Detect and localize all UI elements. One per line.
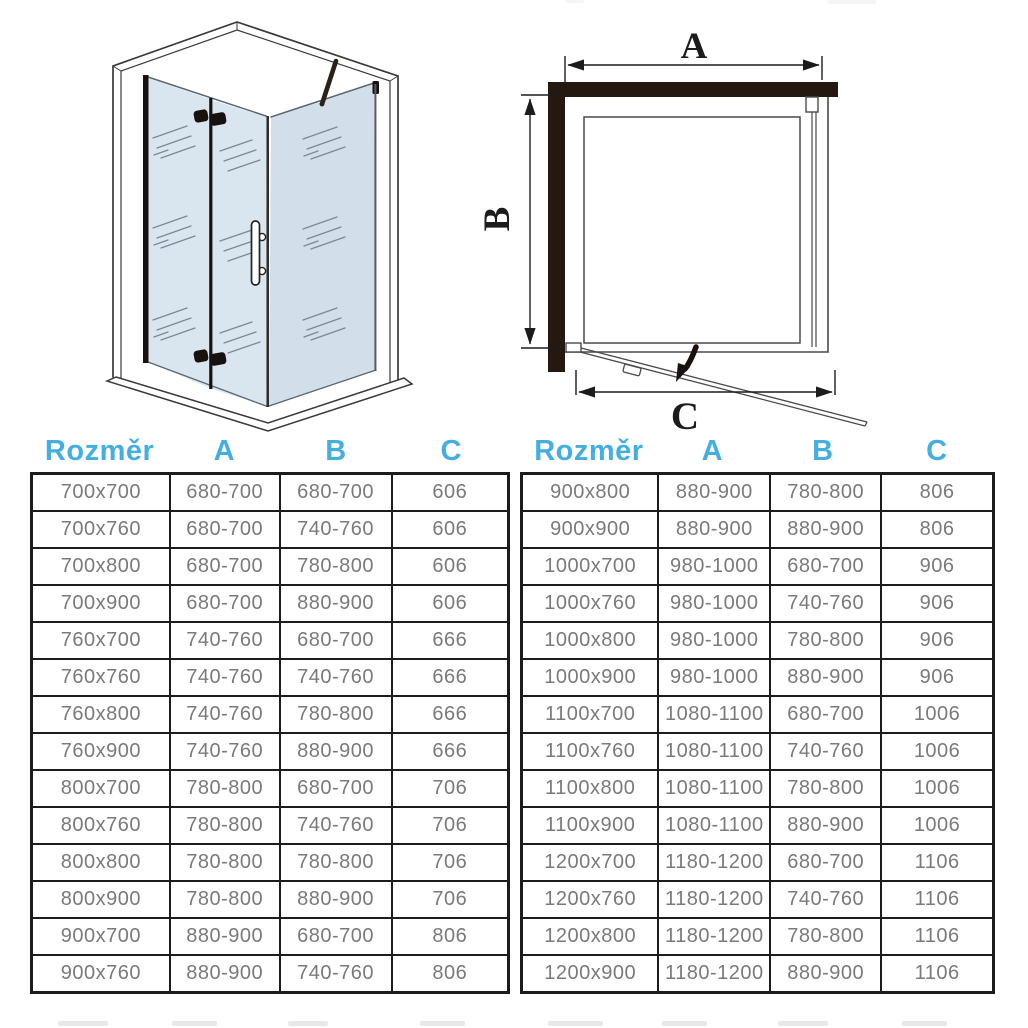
table-cell: 1180-1200 — [658, 955, 770, 993]
table-row — [32, 770, 509, 807]
table-cell: 666 — [392, 733, 509, 770]
table-cell: 1006 — [881, 807, 993, 844]
table-cell: 880-900 — [280, 585, 392, 622]
table-row — [32, 881, 509, 918]
table-cell: 740-760 — [280, 955, 392, 993]
table-row — [32, 955, 509, 993]
table-cell: 740-760 — [280, 659, 392, 696]
table-cell: 1000x900 — [522, 659, 659, 696]
table-cell: 1100x900 — [522, 807, 659, 844]
scan-artifact — [548, 1021, 603, 1026]
table-cell: 900x700 — [32, 918, 170, 955]
table-cell: 880-900 — [658, 474, 770, 512]
table-row — [522, 955, 994, 993]
size-table-right-header — [520, 433, 995, 469]
table-cell: 780-800 — [770, 918, 881, 955]
column-header-rozmer: Rozměr — [44, 434, 155, 467]
table-cell: 880-900 — [770, 659, 881, 696]
column-header-rozmer: Rozměr — [534, 434, 644, 467]
table-cell: 800x900 — [32, 881, 170, 918]
open-door — [580, 348, 867, 426]
table-cell: 1200x700 — [522, 844, 659, 881]
table-cell: 1200x760 — [522, 881, 659, 918]
table-cell: 666 — [392, 622, 509, 659]
table-row — [522, 659, 994, 696]
table-cell: 1080-1100 — [658, 696, 770, 733]
side-panel-profile — [806, 97, 818, 112]
table-row — [32, 918, 509, 955]
table-cell: 800x700 — [32, 770, 170, 807]
table-cell: 680-700 — [770, 548, 881, 585]
table-cell: 740-760 — [170, 696, 280, 733]
table-row — [522, 881, 994, 918]
table-cell: 806 — [392, 955, 509, 993]
table-cell: 906 — [881, 548, 993, 585]
scan-artifact — [566, 0, 584, 3]
table-cell: 806 — [392, 918, 509, 955]
table-cell: 780-800 — [280, 696, 392, 733]
table-cell: 1200x900 — [522, 955, 659, 993]
table-cell: 880-900 — [770, 511, 881, 548]
table-cell: 1000x760 — [522, 585, 659, 622]
table-cell: 740-760 — [770, 881, 881, 918]
table-row — [32, 585, 509, 622]
table-cell: 1080-1100 — [658, 807, 770, 844]
table-cell: 880-900 — [170, 955, 280, 993]
table-cell: 780-800 — [170, 807, 280, 844]
table-cell: 1100x800 — [522, 770, 659, 807]
table-cell: 740-760 — [770, 585, 881, 622]
dimension-label-c: C — [670, 395, 700, 432]
table-row — [32, 474, 509, 512]
table-cell: 760x700 — [32, 622, 170, 659]
scan-artifact — [828, 0, 876, 4]
table-cell: 1100x700 — [522, 696, 659, 733]
table-cell: 980-1000 — [658, 622, 770, 659]
table-row — [522, 474, 994, 512]
table-cell: 780-800 — [770, 622, 881, 659]
table-cell: 880-900 — [280, 881, 392, 918]
table-cell: 1006 — [881, 770, 993, 807]
shower-enclosure-isometric-diagram — [107, 22, 412, 431]
size-table-left — [30, 433, 510, 994]
size-table-left-grid — [30, 472, 510, 994]
table-cell: 706 — [392, 881, 509, 918]
table-cell: 606 — [392, 511, 509, 548]
table-cell: 680-700 — [170, 511, 280, 548]
table-cell: 700x760 — [32, 511, 170, 548]
column-header-a: A — [701, 434, 724, 467]
size-table-right — [520, 433, 995, 994]
table-cell: 680-700 — [170, 548, 280, 585]
table-row — [522, 548, 994, 585]
table-cell: 1100x760 — [522, 733, 659, 770]
table-cell: 800x800 — [32, 844, 170, 881]
table-cell: 1106 — [881, 918, 993, 955]
table-cell: 740-760 — [170, 659, 280, 696]
table-row — [522, 511, 994, 548]
table-cell: 1180-1200 — [658, 918, 770, 955]
table-cell: 1106 — [881, 881, 993, 918]
size-table-left-header — [30, 433, 510, 469]
table-cell: 806 — [881, 511, 993, 548]
table-cell: 780-800 — [770, 770, 881, 807]
table-row — [32, 659, 509, 696]
table-cell: 700x900 — [32, 585, 170, 622]
table-cell: 760x800 — [32, 696, 170, 733]
table-row — [522, 770, 994, 807]
table-cell: 1106 — [881, 955, 993, 993]
side-panel-edge — [374, 84, 376, 371]
table-row — [522, 696, 994, 733]
table-cell: 980-1000 — [658, 585, 770, 622]
table-cell: 680-700 — [770, 696, 881, 733]
table-cell: 906 — [881, 659, 993, 696]
table-cell: 1200x800 — [522, 918, 659, 955]
table-cell: 666 — [392, 696, 509, 733]
table-cell: 880-900 — [770, 807, 881, 844]
scan-artifact — [58, 1021, 108, 1026]
table-row — [522, 585, 994, 622]
table-cell: 906 — [881, 585, 993, 622]
dimension-label-b: B — [477, 206, 518, 232]
table-cell: 1080-1100 — [658, 770, 770, 807]
table-cell: 880-900 — [170, 918, 280, 955]
size-table-right-grid — [520, 472, 995, 994]
column-header-c: C — [440, 434, 462, 467]
table-cell: 1180-1200 — [658, 881, 770, 918]
table-cell: 706 — [392, 770, 509, 807]
table-cell: 800x760 — [32, 807, 170, 844]
table-cell: 606 — [392, 585, 509, 622]
table-cell: 740-760 — [770, 733, 881, 770]
table-cell: 880-900 — [280, 733, 392, 770]
walls — [548, 82, 838, 372]
table-cell: 880-900 — [658, 511, 770, 548]
table-cell: 780-800 — [770, 474, 881, 512]
table-cell: 740-760 — [280, 807, 392, 844]
enclosure-outline — [565, 97, 828, 352]
table-cell: 680-700 — [170, 585, 280, 622]
door-pivot-profile — [566, 343, 581, 352]
table-cell: 1006 — [881, 696, 993, 733]
table-row — [32, 511, 509, 548]
table-cell: 780-800 — [170, 770, 280, 807]
table-cell: 900x800 — [522, 474, 659, 512]
table-cell: 980-1000 — [658, 659, 770, 696]
table-row — [522, 733, 994, 770]
column-header-a: A — [213, 434, 236, 467]
fold-line-profile — [209, 98, 212, 389]
table-cell: 760x760 — [32, 659, 170, 696]
table-row — [32, 548, 509, 585]
table-row — [32, 807, 509, 844]
table-cell: 1006 — [881, 733, 993, 770]
table-cell: 760x900 — [32, 733, 170, 770]
table-row — [522, 918, 994, 955]
dimension-c — [576, 370, 835, 395]
table-cell: 680-700 — [770, 844, 881, 881]
table-cell: 606 — [392, 474, 509, 512]
dimension-label-a: A — [680, 26, 708, 67]
table-cell: 706 — [392, 807, 509, 844]
table-row — [522, 807, 994, 844]
scan-artifact — [288, 1021, 328, 1026]
table-cell: 700x800 — [32, 548, 170, 585]
scan-artifact — [420, 1021, 465, 1026]
table-row — [32, 733, 509, 770]
scan-artifact — [172, 1021, 217, 1026]
wall-profile — [143, 75, 149, 363]
table-cell: 1000x800 — [522, 622, 659, 659]
table-cell: 740-760 — [280, 511, 392, 548]
table-cell: 980-1000 — [658, 548, 770, 585]
table-cell: 780-800 — [170, 844, 280, 881]
table-cell: 666 — [392, 659, 509, 696]
table-cell: 900x760 — [32, 955, 170, 993]
top-view-dimension-diagram — [477, 26, 867, 432]
table-cell: 900x900 — [522, 511, 659, 548]
table-cell: 780-800 — [280, 844, 392, 881]
table-cell: 1000x700 — [522, 548, 659, 585]
corner-profile — [266, 116, 269, 407]
table-cell: 1106 — [881, 844, 993, 881]
table-cell: 700x700 — [32, 474, 170, 512]
scan-artifact — [778, 1021, 828, 1026]
table-cell: 680-700 — [280, 474, 392, 512]
table-row — [32, 844, 509, 881]
table-cell: 1080-1100 — [658, 733, 770, 770]
scan-artifact — [902, 1021, 947, 1026]
table-cell: 706 — [392, 844, 509, 881]
table-cell: 780-800 — [280, 548, 392, 585]
column-header-c: C — [926, 434, 948, 467]
table-cell: 780-800 — [170, 881, 280, 918]
table-cell: 880-900 — [770, 955, 881, 993]
table-cell: 740-760 — [170, 733, 280, 770]
table-cell: 680-700 — [280, 622, 392, 659]
scan-artifact — [662, 1021, 707, 1026]
table-row — [522, 622, 994, 659]
door-handle-top-view — [623, 364, 641, 376]
table-cell: 806 — [881, 474, 993, 512]
column-header-b: B — [325, 434, 347, 467]
table-cell: 680-700 — [280, 770, 392, 807]
table-cell: 1180-1200 — [658, 844, 770, 881]
table-cell: 740-760 — [170, 622, 280, 659]
table-cell: 606 — [392, 548, 509, 585]
table-cell: 680-700 — [280, 918, 392, 955]
table-row — [32, 622, 509, 659]
table-row — [32, 696, 509, 733]
column-header-b: B — [812, 434, 834, 467]
table-cell: 906 — [881, 622, 993, 659]
table-cell: 680-700 — [170, 474, 280, 512]
table-row — [522, 844, 994, 881]
product-diagrams — [0, 0, 1028, 432]
